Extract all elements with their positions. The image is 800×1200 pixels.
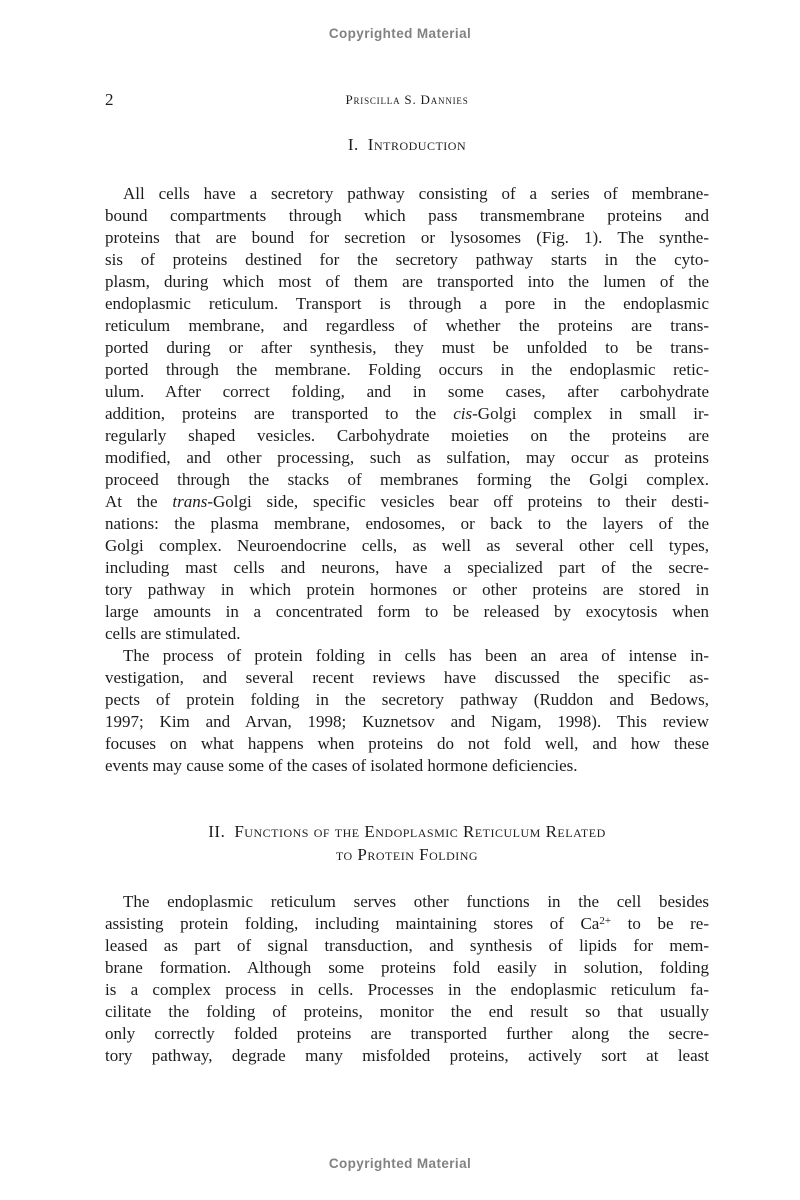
- text-line: large amounts in a concentrated form to be released by exocytosis when: [105, 602, 709, 621]
- text-line: nations: the plasma membrane, endosomes, or back to the layers of the: [105, 514, 709, 533]
- text-line: Golgi complex. Neuroendocrine cells, as well as several other cell types,: [105, 536, 709, 555]
- copyright-notice-top: Copyrighted Material: [328, 26, 472, 41]
- section-heading-introduction: I. Introduction: [347, 135, 467, 154]
- text-line: focuses on what happens when proteins do not fold well, and how these: [105, 734, 709, 753]
- text-line: tory pathway, degrade many misfolded proteins, actively sort at least: [105, 1046, 709, 1065]
- text-line: cells are stimulated.: [105, 624, 241, 643]
- page-number: 2: [105, 90, 114, 109]
- text-line: endoplasmic reticulum. Transport is through a pore in the endoplasmic: [105, 294, 709, 313]
- paragraph-er-other-functions: [105, 891, 709, 1067]
- text-line: plasm, during which most of them are transported into the lumen of the: [105, 272, 709, 291]
- er-functions-body: [105, 891, 709, 1067]
- section-heading-er-functions-line1: II. Functions of the Endoplasmic Reticulum Related: [208, 822, 606, 841]
- text-line: sis of proteins destined for the secretory pathway starts in the cyto-: [105, 250, 709, 269]
- text-line: At the trans-Golgi side, specific vesicles bear off proteins to their desti-: [105, 492, 709, 511]
- section-heading-er-functions: [105, 820, 709, 866]
- text-line: The process of protein folding in cells has been an area of intense in-: [123, 646, 709, 665]
- text-line: cilitate the folding of proteins, monitor the end result so that usually: [105, 1002, 709, 1021]
- text-line: is a complex process in cells. Processes in the endoplasmic reticulum fa-: [105, 980, 709, 999]
- text-line: brane formation. Although some proteins fold easily in solution, folding: [105, 958, 709, 977]
- text-line: pects of protein folding in the secretory pathway (Ruddon and Bedows,: [105, 690, 709, 709]
- copyright-notice-bottom: Copyrighted Material: [328, 1156, 472, 1171]
- text-line: proteins that are bound for secretion or lysosomes (Fig. 1). The synthe-: [105, 228, 709, 247]
- text-line: assisting protein folding, including maintaining stores of $Ca^{2+}$ to be re-: [105, 914, 709, 933]
- text-line: leased as part of signal transduction, and synthesis of lipids for mem-: [105, 936, 709, 955]
- text-line: The endoplasmic reticulum serves other functions in the cell besides: [123, 892, 709, 911]
- text-line: ported through the membrane. Folding occurs in the endoplasmic retic-: [105, 360, 709, 379]
- text-line: addition, proteins are transported to the cis-Golgi complex in small ir-: [105, 404, 709, 423]
- text-line: All cells have a secretory pathway consisting of a series of membrane-: [123, 184, 709, 203]
- text-line: bound compartments through which pass transmembrane proteins and: [105, 206, 709, 225]
- paragraph-secretory-pathway: [105, 183, 709, 645]
- paragraph-protein-folding-reviews: [105, 645, 709, 777]
- introduction-body: [105, 183, 709, 777]
- running-head-author: Priscilla S. Dannies: [345, 92, 469, 107]
- text-line: proceed through the stacks of membranes forming the Golgi complex.: [105, 470, 709, 489]
- text-line: reticulum membrane, and regardless of whether the proteins are trans-: [105, 316, 709, 335]
- page-header: [105, 90, 709, 110]
- text-line: events may cause some of the cases of isolated hormone deficiencies.: [105, 756, 578, 775]
- text-line: ported during or after synthesis, they must be unfolded to be trans-: [105, 338, 709, 357]
- section-heading-er-functions-line2: to Protein Folding: [335, 845, 479, 864]
- text-line: including mast cells and neurons, have a specialized part of the secre-: [105, 558, 709, 577]
- text-line: only correctly folded proteins are transported further along the secre-: [105, 1024, 709, 1043]
- text-line: regularly shaped vesicles. Carbohydrate moieties on the proteins are: [105, 426, 709, 445]
- text-line: ulum. After correct folding, and in some cases, after carbohydrate: [105, 382, 709, 401]
- text-line: 1997; Kim and Arvan, 1998; Kuznetsov and Nigam, 1998). This review: [105, 712, 709, 731]
- text-line: vestigation, and several recent reviews have discussed the specific as-: [105, 668, 709, 687]
- text-line: tory pathway in which protein hormones or other proteins are stored in: [105, 580, 709, 599]
- text-line: modified, and other processing, such as sulfation, may occur as proteins: [105, 448, 709, 467]
